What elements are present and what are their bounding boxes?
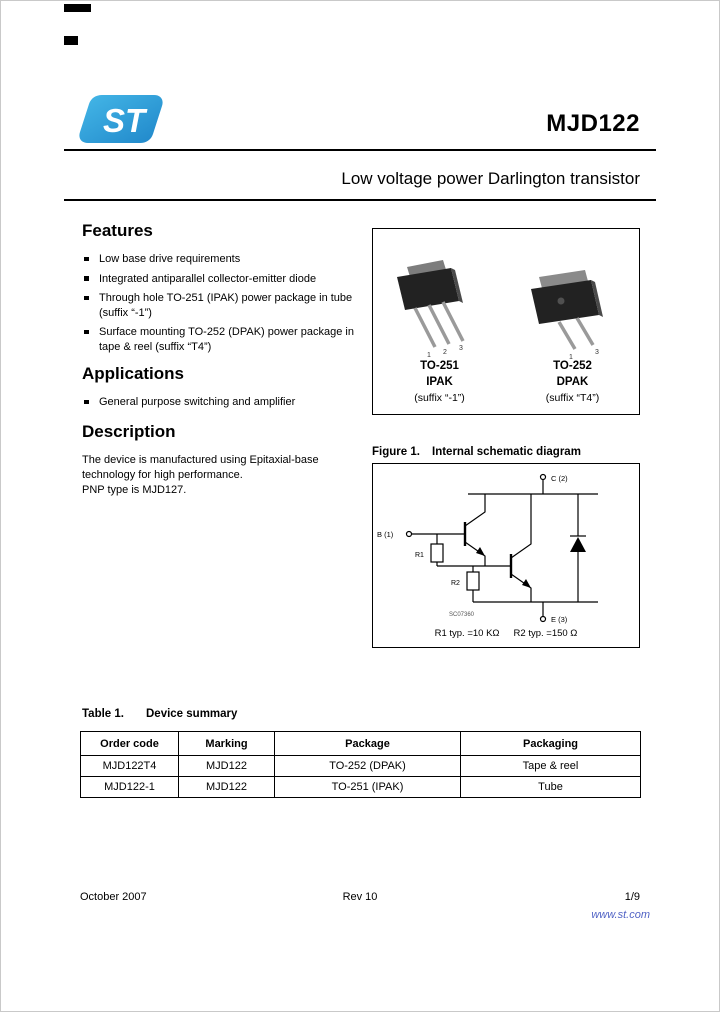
table-row [81, 756, 641, 777]
footer-date: October 2007 [80, 891, 147, 903]
feature-item: Integrated antiparallel collector-emitter diode [82, 272, 367, 287]
pin-number: 1 [569, 354, 573, 361]
device-summary-table [80, 731, 641, 798]
resistor-label-r1: R1 [415, 552, 424, 559]
package-box [372, 228, 640, 415]
cell-marking: MJD122 [179, 756, 275, 777]
package-name: TO-251 [420, 360, 459, 372]
features-section [82, 221, 367, 359]
pin-number: 2 [443, 349, 447, 356]
applications-section [82, 364, 367, 415]
table-header-row [81, 732, 641, 756]
application-item: General purpose switching and amplifier [82, 395, 367, 410]
figure-label: Figure 1. [372, 446, 420, 458]
pin-number: 1 [427, 352, 431, 359]
package-label-to252 [506, 360, 639, 404]
resistor-values [373, 628, 639, 639]
header-rule [64, 149, 656, 151]
table-label: Table 1. [82, 708, 124, 720]
resistor-label-r2: R2 [451, 580, 460, 587]
feature-item: Low base drive requirements [82, 252, 367, 267]
applications-list [82, 395, 367, 410]
page-title: Low voltage power Darlington transistor [341, 169, 640, 188]
schematic-code: SC07360 [449, 612, 475, 618]
pin-label-base: B (1) [377, 530, 394, 539]
figure-title: Internal schematic diagram [432, 446, 581, 458]
table-row [81, 777, 641, 798]
pin-label-emitter: E (3) [551, 615, 568, 624]
applications-heading: Applications [82, 364, 185, 383]
pin-number: 3 [595, 349, 599, 356]
to251-package-image [383, 255, 503, 359]
features-heading: Features [82, 221, 153, 240]
table-title [82, 708, 237, 720]
description-section [82, 422, 364, 498]
table-name: Device summary [146, 708, 238, 720]
package-name: TO-252 [553, 360, 592, 372]
figure-caption [372, 446, 640, 458]
st-website-link[interactable]: www.st.com [591, 909, 650, 921]
cell-packaging: Tube [461, 777, 641, 798]
pin-number: 3 [459, 345, 463, 352]
package-family: DPAK [556, 376, 589, 388]
st-logo [78, 92, 164, 151]
cell-package: TO-252 (DPAK) [275, 756, 461, 777]
cell-marking: MJD122 [179, 777, 275, 798]
description-paragraph: PNP type is MJD127. [82, 484, 187, 496]
description-heading: Description [82, 422, 176, 441]
print-mark [64, 36, 78, 45]
features-list [82, 252, 367, 354]
subtitle-rule [64, 199, 656, 201]
package-suffix: (suffix “T4”) [545, 392, 600, 404]
figure-box [372, 463, 640, 648]
footer-revision: Rev 10 [342, 891, 378, 903]
r1-value: R1 typ. =10 KΩ [434, 628, 500, 639]
col-header-package: Package [275, 732, 461, 756]
col-header-order-code: Order code [81, 732, 179, 756]
col-header-packaging: Packaging [461, 732, 641, 756]
feature-item: Surface mounting TO-252 (DPAK) power package in tape & reel (suffix “T4”) [82, 325, 367, 354]
print-mark [64, 4, 91, 12]
r2-value: R2 typ. =150 Ω [513, 628, 578, 639]
cell-order-code: MJD122-1 [81, 777, 179, 798]
cell-order-code: MJD122T4 [81, 756, 179, 777]
description-paragraph: The device is manufactured using Epitaxial-base technology for high performance. [82, 454, 319, 481]
darlington-schematic [373, 464, 639, 624]
col-header-marking: Marking [179, 732, 275, 756]
st-logo-graphic [78, 92, 164, 146]
st-logo-text: ST [103, 102, 146, 139]
footer-page-number: 1/9 [624, 891, 640, 903]
cell-package: TO-251 (IPAK) [275, 777, 461, 798]
pin-label-collector: C (2) [551, 474, 568, 483]
part-number: MJD122 [546, 110, 640, 137]
package-family: IPAK [426, 376, 453, 388]
cell-packaging: Tape & reel [461, 756, 641, 777]
package-suffix: (suffix “-1”) [414, 392, 465, 404]
feature-item: Through hole TO-251 (IPAK) power package in tube (suffix “-1”) [82, 291, 367, 320]
to252-package-image [519, 263, 623, 363]
package-label-to251 [373, 360, 506, 404]
